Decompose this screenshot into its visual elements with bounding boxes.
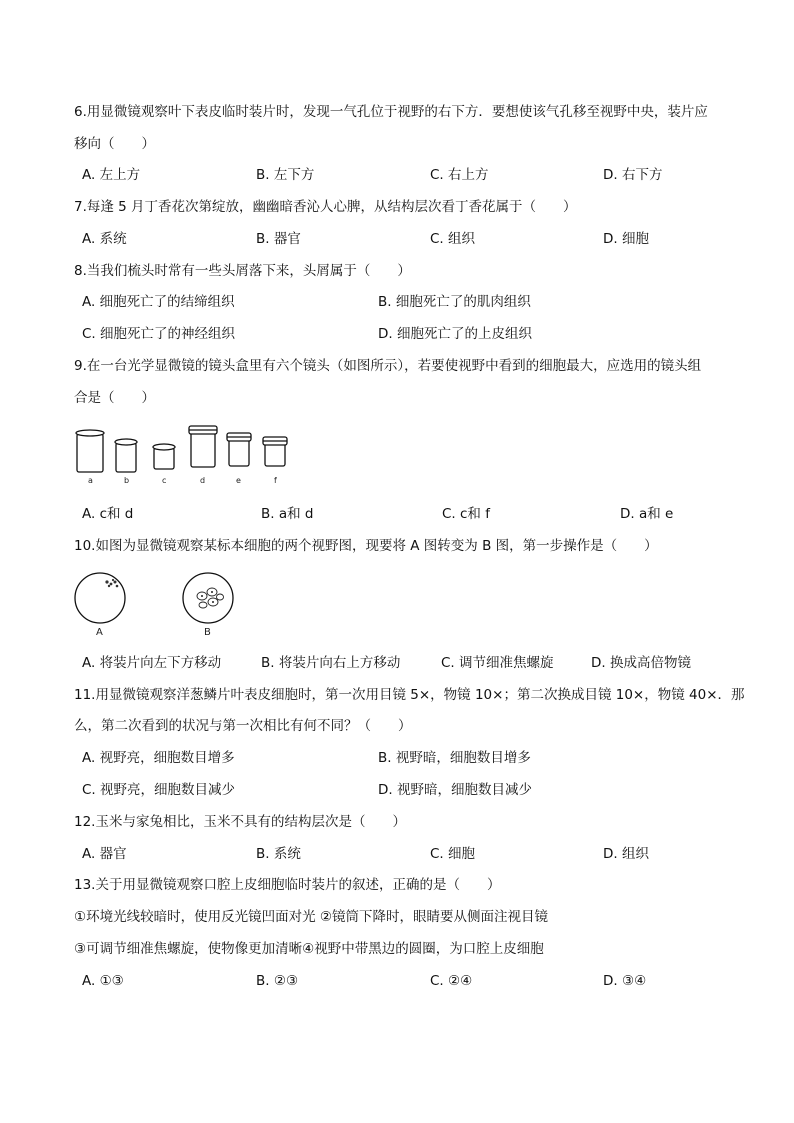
q7-option-a: A. 系统	[82, 231, 127, 247]
q6-option-b: B. 左下方	[256, 167, 315, 183]
q12-stem: 12.玉米与家兔相比，玉米不具有的结构层次是（ ）	[74, 814, 406, 830]
q6-option-c: C. 右上方	[430, 167, 489, 183]
q6-option-d: D. 右下方	[603, 167, 663, 183]
q11-option-a: A. 视野亮，细胞数目增多	[82, 750, 235, 766]
q13-statement-3-4: ③可调节细准焦螺旋，使物像更加清晰④视野中带黑边的圆圈，为口腔上皮细胞	[74, 941, 544, 957]
q13-option-b: B. ②③	[256, 973, 299, 989]
lens-label-e: e	[236, 476, 241, 485]
q8-stem: 8.当我们梳头时常有一些头屑落下来，头屑属于（ ）	[74, 263, 411, 279]
lens-label-d: d	[200, 476, 206, 485]
q12-option-d: D. 组织	[603, 846, 649, 862]
lens-c-icon	[153, 444, 175, 469]
q8-option-b: B. 细胞死亡了的肌肉组织	[378, 294, 531, 310]
lens-label-a: a	[88, 476, 93, 485]
lens-d-icon	[189, 426, 217, 467]
q7-option-c: C. 组织	[430, 231, 476, 247]
q11-option-c: C. 视野亮，细胞数目减少	[82, 782, 236, 798]
q11-option-b: B. 视野暗，细胞数目增多	[378, 750, 531, 766]
lens-figure	[70, 420, 300, 490]
q10-stem: 10.如图为显微镜观察某标本细胞的两个视野图，现要将 A 图转变为 B 图，第一步操作是（ ）	[74, 538, 658, 554]
lens-b-icon	[115, 439, 137, 472]
cells-a-icon	[105, 579, 118, 587]
q12-option-c: C. 细胞	[430, 846, 476, 862]
q10-option-c: C. 调节细准焦螺旋	[441, 655, 554, 671]
q8-option-a: A. 细胞死亡了的结缔组织	[82, 294, 235, 310]
field-label-a: A	[96, 627, 103, 638]
q6-option-a: A. 左上方	[82, 167, 141, 183]
q9-option-a: A. c和 d	[82, 506, 134, 522]
field-label-b: B	[204, 627, 211, 638]
q13-option-c: C. ②④	[430, 973, 473, 989]
q10-option-a: A. 将装片向左下方移动	[82, 655, 222, 671]
q8-option-c: C. 细胞死亡了的神经组织	[82, 326, 236, 342]
lens-f-icon	[263, 437, 287, 466]
field-b-circle	[183, 573, 233, 623]
q13-statement-1-2: ①环境光线较暗时，使用反光镜凹面对光 ②镜筒下降时，眼睛要从侧面注视目镜	[74, 909, 548, 925]
q12-option-b: B. 系统	[256, 846, 301, 862]
lens-a-icon	[76, 430, 104, 472]
lens-label-f: f	[274, 476, 277, 485]
lens-e-icon	[227, 433, 251, 466]
q9-option-d: D. a和 e	[620, 506, 674, 522]
q9-stem-line-2: 合是（ ）	[74, 390, 155, 406]
cells-b-icon	[197, 588, 224, 608]
q9-option-b: B. a和 d	[261, 506, 314, 522]
q7-option-d: D. 细胞	[603, 231, 649, 247]
q6-stem-line-1: 6.用显微镜观察叶下表皮临时装片时，发现一气孔位于视野的右下方．要想使该气孔移至视野中央，装片应	[74, 104, 708, 120]
q9-stem-line-1: 9.在一台光学显微镜的镜头盒里有六个镜头（如图所示），若要使视野中看到的细胞最大，应选用的镜头组	[74, 358, 702, 374]
q12-option-a: A. 器官	[82, 846, 127, 862]
q13-option-a: A. ①③	[82, 973, 124, 989]
field-a-circle	[75, 573, 125, 623]
q7-option-b: B. 器官	[256, 231, 301, 247]
q11-stem-line-2: 么，第二次看到的状况与第一次相比有何不同？（ ）	[74, 718, 412, 734]
q10-option-d: D. 换成高倍物镜	[591, 655, 691, 671]
q6-stem-line-2: 移向（ ）	[74, 136, 155, 152]
q11-stem-line-1: 11.用显微镜观察洋葱鳞片叶表皮细胞时，第一次用目镜 5×，物镜 10×；第二次换成目镜 10×，物镜 40×．那	[74, 687, 745, 703]
q8-option-d: D. 细胞死亡了的上皮组织	[378, 326, 532, 342]
field-of-view-figure	[70, 570, 250, 630]
q7-stem: 7.每逢 5 月丁香花次第绽放，幽幽暗香沁人心脾，从结构层次看丁香花属于（ ）	[74, 199, 577, 215]
q9-option-c: C. c和 f	[442, 506, 490, 522]
q13-stem: 13.关于用显微镜观察口腔上皮细胞临时装片的叙述，正确的是（ ）	[74, 877, 501, 893]
q11-option-d: D. 视野暗，细胞数目减少	[378, 782, 532, 798]
q13-option-d: D. ③④	[603, 973, 647, 989]
q10-option-b: B. 将装片向右上方移动	[261, 655, 401, 671]
lens-label-c: c	[162, 476, 167, 485]
lens-label-b: b	[124, 476, 130, 485]
